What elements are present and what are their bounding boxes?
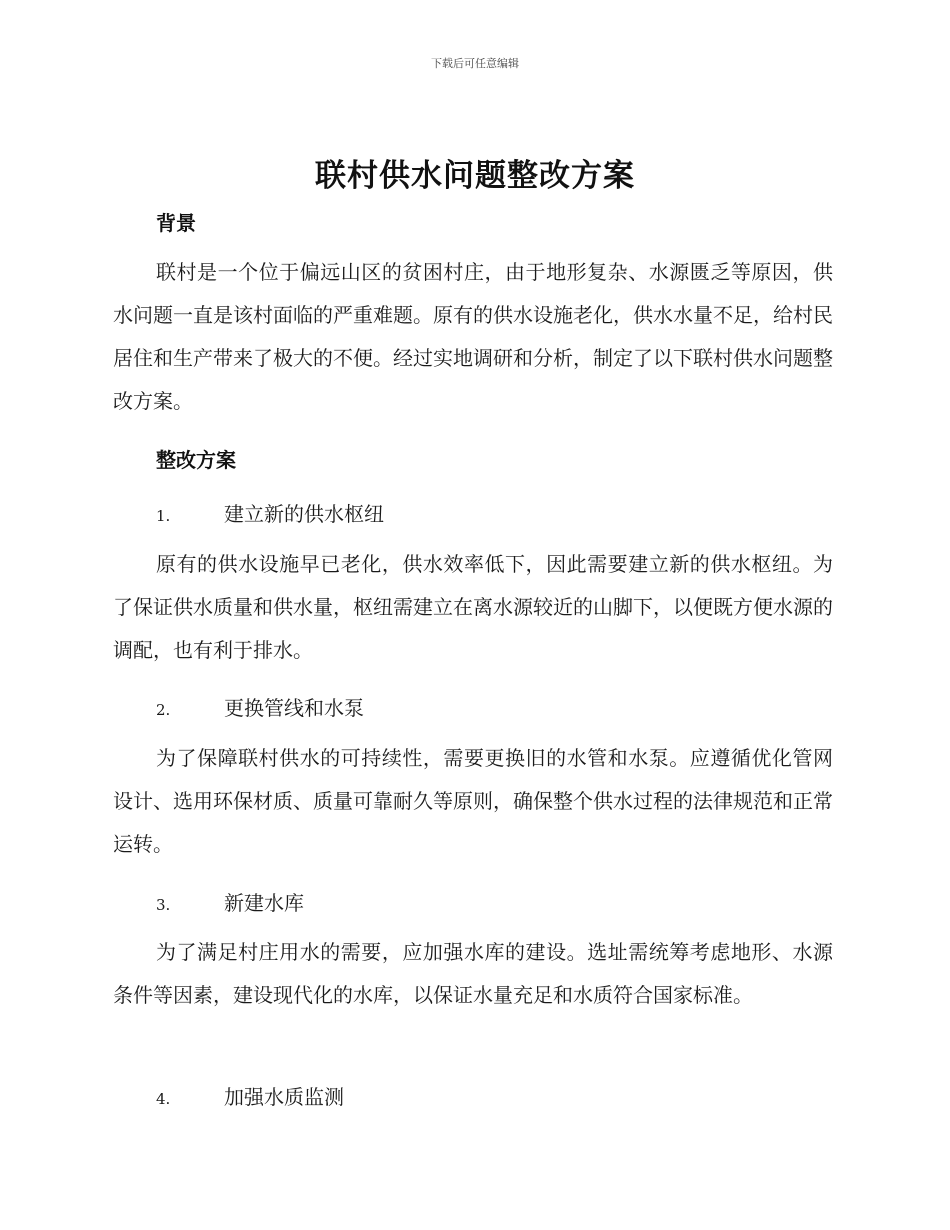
list-item-number: 2.: [156, 701, 171, 719]
section-heading-background: 背景: [156, 211, 196, 235]
list-item-number: 3.: [156, 896, 171, 914]
list-item-paragraph: 原有的供水设施早已老化，供水效率低下，因此需要建立新的供水枢纽。为了保证供水质量和供水量，枢纽需建立在离水源较近的山脚下，以便既方便水源的调配，也有利于排水。: [113, 552, 833, 662]
section-heading-plan: 整改方案: [156, 448, 236, 472]
list-item-4: [156, 1081, 756, 1110]
list-item-title: 加强水质监测: [224, 1085, 344, 1109]
list-item-paragraph: 为了满足村庄用水的需要，应加强水库的建设。选址需统筹考虑地形、水源条件等因素，建设现代化的水库，以保证水量充足和水质符合国家标准。: [113, 940, 833, 1007]
list-item-title: 更换管线和水泵: [224, 696, 364, 720]
list-item-2: [156, 692, 756, 721]
document-title: 联村供水问题整改方案: [315, 158, 635, 194]
list-item-paragraph: 为了保障联村供水的可持续性，需要更换旧的水管和水泵。应遵循优化管网设计、选用环保材质、质量可靠耐久等原则，确保整个供水过程的法律规范和正常运转。: [113, 746, 833, 856]
list-item-number: 4.: [156, 1090, 171, 1108]
list-item-number: 1.: [156, 507, 171, 525]
list-item-title: 建立新的供水枢纽: [224, 502, 384, 526]
list-item-1: [156, 498, 756, 527]
header-note: 下载后可任意编辑: [431, 57, 519, 70]
list-item-title: 新建水库: [224, 891, 304, 915]
background-paragraph: 联村是一个位于偏远山区的贫困村庄，由于地形复杂、水源匮乏等原因，供水问题一直是该村面临的严重难题。原有的供水设施老化，供水水量不足，给村民居住和生产带来了极大的不便。经过实地调研和分析，制定了以下联村供水问题整改方案。: [113, 260, 833, 413]
list-item-3: [156, 887, 756, 916]
